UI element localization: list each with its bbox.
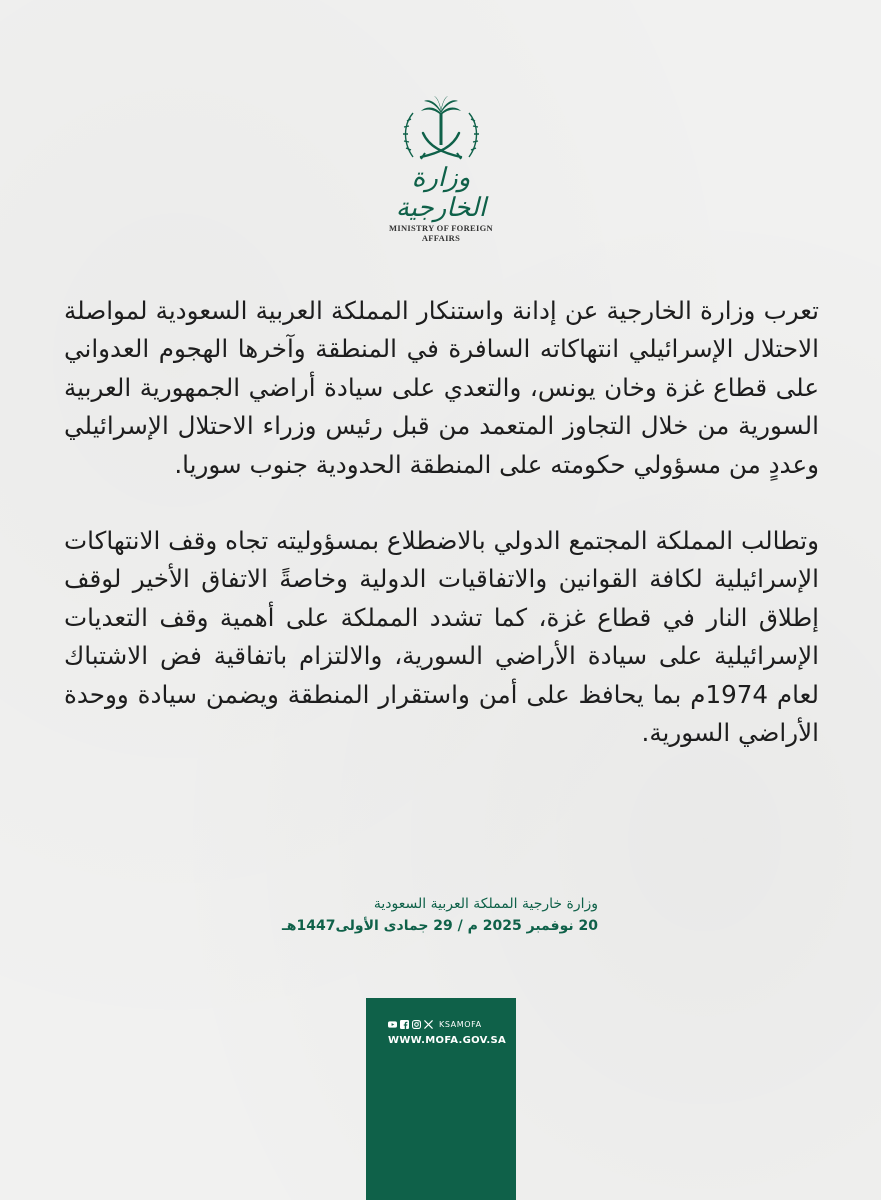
logo-english-wordmark: MINISTRY OF FOREIGN AFFAIRS: [389, 223, 493, 243]
statement-paragraph-2: وتطالب المملكة المجتمع الدولي بالاضطلاع بمسؤوليته تجاه وقف الانتهاكات الإسرائيلية لكافة القوانين والاتفاقيات الدولية وخاصةً الاتفاق الأخير لوقف إطلاق النار في قطاع غزة، كما تشدد المملكة على أهمية وقف التعديات الإسرائيلية على سيادة الأراضي السورية، والالتزام باتفاقية فض الاشتباك لعام 1974م بما يحافظ على أمن واستقرار المنطقة ويضمن سيادة ووحدة الأراضي السورية.: [64, 526, 819, 748]
youtube-icon[interactable]: [388, 1020, 397, 1029]
social-handle[interactable]: KSAMOFA: [439, 1019, 482, 1029]
statement-paragraph-1: تعرب وزارة الخارجية عن إدانة واستنكار المملكة العربية السعودية لمواصلة الاحتلال الإسرائيلي انتهاكاته السافرة في المنطقة وآخرها الهجوم العدواني على قطاع غزة وخان يونس، والتعدي على سيادة أراضي الجمهورية العربية السورية من خلال التجاوز المتعمد من قبل رئيس وزراء الاحتلال الإسرائيلي وعددٍ من مسؤولي حكومته على المنطقة الحدودية جنوب سوريا.: [64, 296, 819, 479]
social-links-row: [388, 1018, 482, 1030]
x-icon[interactable]: [424, 1020, 433, 1029]
facebook-icon[interactable]: [400, 1020, 409, 1029]
palm-swords-emblem-icon: [399, 95, 483, 165]
ministry-logo: [370, 95, 512, 243]
signature-block: [278, 893, 598, 937]
statement-body: [64, 292, 819, 752]
issuer-name: وزارة خارجية المملكة العربية السعودية: [373, 896, 598, 912]
website-link[interactable]: WWW.MOFA.GOV.SA: [388, 1035, 507, 1046]
footer-contact-box: [366, 998, 516, 1200]
logo-arabic-wordmark: وزارة الخارجية: [395, 163, 487, 223]
issue-date: 20 نوفمبر 2025 م / 29 جمادى الأولى1447هـ: [281, 918, 598, 934]
instagram-icon[interactable]: [412, 1020, 421, 1029]
